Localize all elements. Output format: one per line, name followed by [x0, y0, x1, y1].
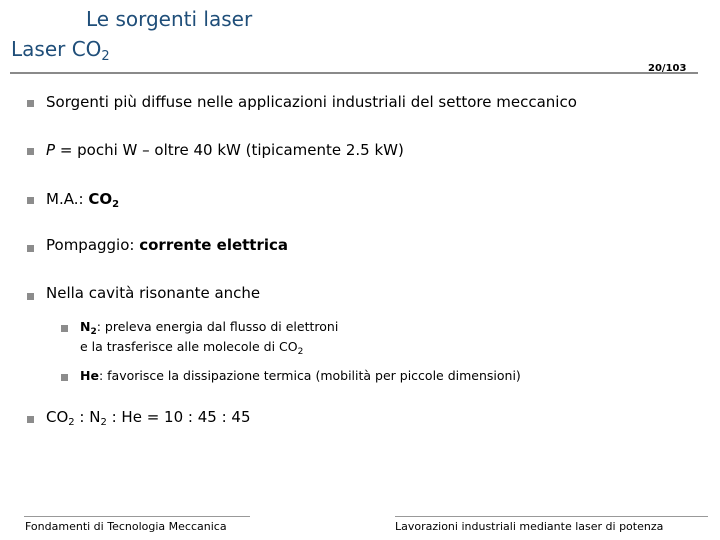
- bullet-cavity: Nella cavità risonante anche: [46, 284, 261, 302]
- subbullet-nitrogen-line2: e la trasferisce alle molecole di $CO_2$: [80, 339, 304, 357]
- page-number: 20/103: [648, 63, 687, 74]
- bullet-marker: [27, 148, 34, 155]
- bullet-marker: [27, 293, 34, 300]
- subtitle-text: Laser CO: [11, 37, 102, 61]
- bullet-marker: [27, 416, 34, 423]
- active-medium-label: M.A.:: [46, 190, 89, 208]
- helium-text: : favorisce la dissipazione termica (mobilità per piccole dimensioni): [98, 368, 521, 383]
- subbullet-nitrogen: [80, 319, 338, 337]
- pumping-label: Pompaggio:: [46, 236, 140, 254]
- footer-divider-left: [24, 516, 250, 517]
- bullet-applications: Sorgenti più diffuse nelle applicazioni industriali del settore meccanico: [46, 93, 577, 111]
- footer-topic: Lavorazioni industriali mediante laser di potenza: [395, 520, 664, 533]
- pumping-value: corrente elettrica: [139, 236, 289, 254]
- subbullet-helium: [80, 368, 521, 383]
- bullet-power: [46, 141, 404, 159]
- subbullet-marker: [61, 374, 68, 381]
- active-medium-value: $CO_2$: [88, 190, 120, 210]
- bullet-marker: [27, 197, 34, 204]
- nitrogen-label: $N_2$: [80, 319, 97, 337]
- bullet-marker: [27, 100, 34, 107]
- nitrogen-text: : preleva energia dal flusso di elettroni: [96, 319, 339, 334]
- bullet-marker: [27, 245, 34, 252]
- header-divider: [10, 72, 698, 74]
- power-text: = pochi W – oltre 40 kW (tipicamente 2.5 kW): [55, 141, 404, 159]
- subbullet-marker: [61, 325, 68, 332]
- subtitle-subscript: 2: [101, 49, 110, 64]
- bullet-active-medium: [46, 190, 119, 210]
- bullet-pumping: [46, 236, 288, 254]
- footer-divider-right: [395, 516, 708, 517]
- helium-label: He: [80, 368, 99, 383]
- bullet-gas-ratio: $CO_2$ : $N_2$ : He = 10 : 45 : 45: [46, 408, 251, 428]
- power-symbol: P: [46, 141, 56, 159]
- slide-subtitle: [11, 37, 110, 64]
- slide-title: Le sorgenti laser: [86, 7, 253, 31]
- footer-course: Fondamenti di Tecnologia Meccanica: [25, 520, 227, 533]
